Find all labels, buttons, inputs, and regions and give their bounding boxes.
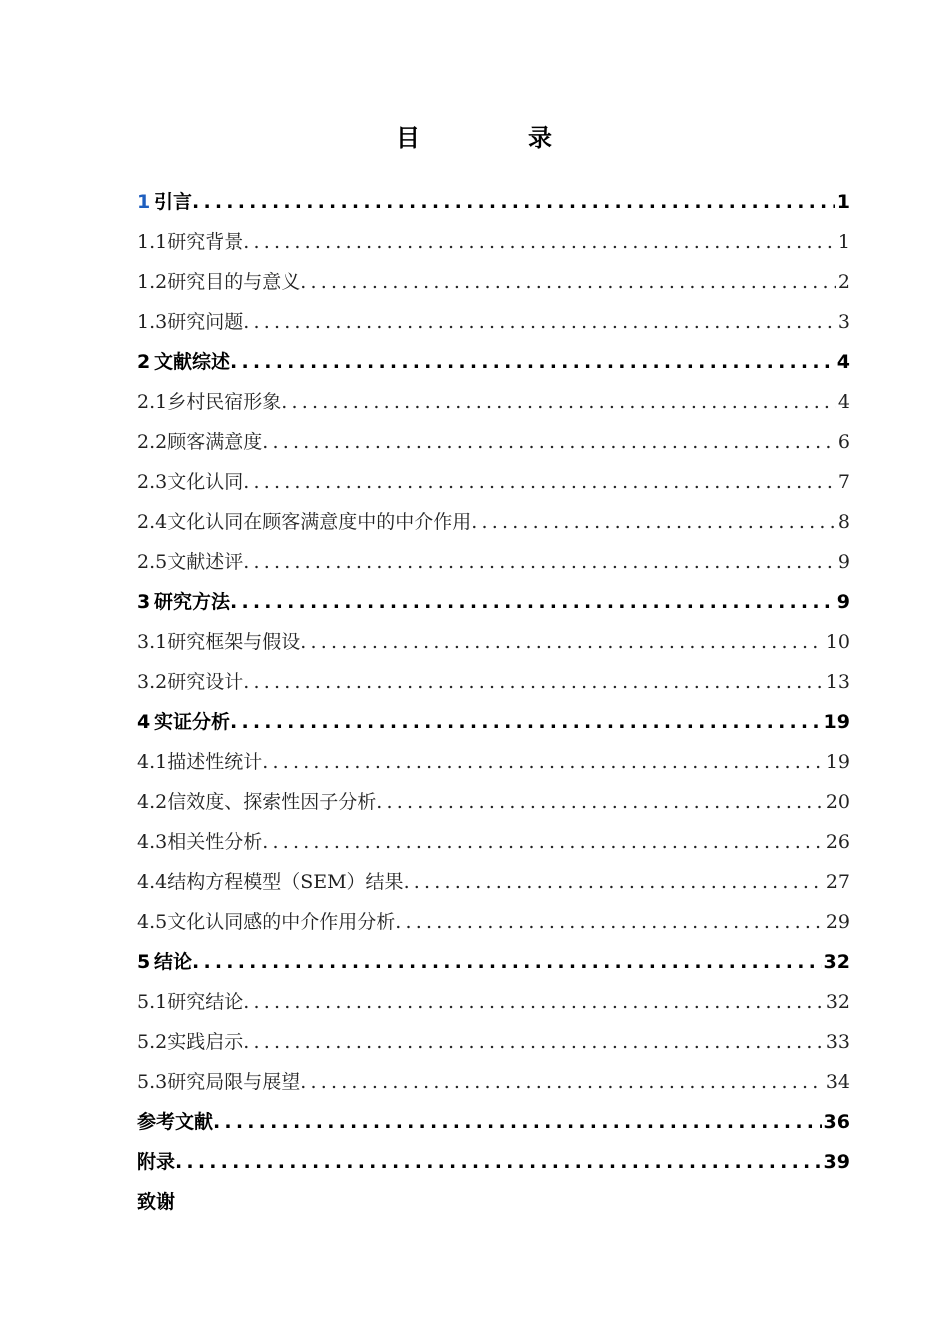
toc-page-number: 29 (825, 911, 850, 933)
toc-dot-leader (243, 462, 836, 502)
toc-page-number: 27 (825, 871, 850, 893)
toc-page-number: 20 (825, 791, 850, 813)
toc-entry-heading (137, 702, 230, 742)
toc-entry-heading (137, 182, 192, 222)
toc-section-entry[interactable] (137, 782, 850, 822)
toc-entry-title: 文化认同感的中介作用分析 (167, 911, 396, 933)
toc-page-number: 39 (823, 1151, 850, 1173)
toc-chapter-entry[interactable] (137, 942, 850, 982)
toc-entry-heading (137, 462, 243, 502)
toc-dot-leader (471, 502, 836, 542)
toc-entry-title: 乡村民宿形象 (167, 391, 282, 413)
toc-entry-number: 4.5 (137, 911, 168, 933)
toc-entry-heading (137, 742, 262, 782)
toc-entry-heading (137, 542, 243, 582)
toc-entry-number: 5 (137, 951, 151, 973)
toc-entry-heading (137, 582, 230, 622)
toc-section-entry[interactable] (137, 222, 850, 262)
toc-dot-leader (230, 702, 822, 742)
toc-dot-leader (404, 862, 824, 902)
toc-entry-title: 参考文献 (137, 1111, 214, 1133)
toc-page-number: 3 (837, 311, 850, 333)
toc-section-entry[interactable] (137, 902, 850, 942)
toc-dot-leader (376, 782, 824, 822)
toc-entry-number: 5.3 (137, 1071, 168, 1093)
toc-section-entry[interactable] (137, 822, 850, 862)
toc-entry-title: 实证分析 (154, 711, 231, 733)
toc-entry-title: 研究目的与意义 (167, 271, 301, 293)
toc-page-number: 8 (837, 511, 850, 533)
toc-entry-title: 致谢 (137, 1191, 176, 1213)
table-of-contents (137, 182, 850, 1222)
toc-section-entry[interactable] (137, 422, 850, 462)
toc-dot-leader (243, 222, 836, 262)
toc-entry-number: 3.2 (137, 671, 168, 693)
toc-page-number: 1 (837, 231, 850, 253)
toc-entry-number: 2.2 (137, 431, 168, 453)
toc-entry-heading (137, 902, 395, 942)
toc-entry-title: 结论 (154, 951, 193, 973)
toc-entry-heading (137, 782, 376, 822)
toc-dot-leader (262, 742, 824, 782)
toc-section-entry[interactable] (137, 542, 850, 582)
toc-page-number: 1 (836, 191, 850, 213)
toc-page-number: 10 (825, 631, 850, 653)
toc-page-number: 32 (825, 991, 850, 1013)
toc-section-entry[interactable] (137, 1022, 850, 1062)
toc-entry-heading (137, 862, 404, 902)
toc-dot-leader (243, 302, 836, 342)
toc-page-number: 32 (823, 951, 850, 973)
toc-entry-number: 2 (137, 351, 151, 373)
toc-dot-leader (192, 942, 822, 982)
toc-section-entry[interactable] (137, 302, 850, 342)
toc-entry-title: 相关性分析 (167, 831, 263, 853)
toc-page-number: 13 (825, 671, 850, 693)
toc-entry-number: 4 (137, 711, 151, 733)
toc-entry-title: 研究方法 (154, 591, 231, 613)
toc-entry-heading (137, 1182, 175, 1222)
toc-dot-leader (243, 982, 824, 1022)
toc-entry-heading (137, 302, 243, 342)
toc-dot-leader (300, 622, 824, 662)
toc-page-number: 9 (837, 551, 850, 573)
toc-dot-leader (281, 382, 836, 422)
toc-dot-leader (230, 582, 835, 622)
toc-entry-number: 2.3 (137, 471, 168, 493)
toc-entry-heading (137, 982, 243, 1022)
toc-dot-leader (213, 1102, 822, 1142)
toc-entry-number: 2.4 (137, 511, 168, 533)
toc-dot-leader (300, 1062, 824, 1102)
toc-section-entry[interactable] (137, 262, 850, 302)
toc-section-entry[interactable] (137, 982, 850, 1022)
toc-page-number: 36 (823, 1111, 850, 1133)
toc-chapter-entry[interactable] (137, 182, 850, 222)
toc-chapter-entry[interactable] (137, 1182, 850, 1222)
toc-entry-heading (137, 822, 262, 862)
toc-entry-title: 文化认同在顾客满意度中的中介作用 (167, 511, 472, 533)
toc-entry-number: 4.4 (137, 871, 168, 893)
toc-entry-title: 结构方程模型（SEM）结果 (167, 871, 404, 893)
toc-page-number: 33 (825, 1031, 850, 1053)
toc-entry-heading (137, 502, 471, 542)
toc-chapter-entry[interactable] (137, 1102, 850, 1142)
toc-entry-number: 1.1 (137, 231, 168, 253)
toc-entry-heading (137, 1102, 213, 1142)
toc-dot-leader (243, 662, 824, 702)
toc-entry-number: 3 (137, 591, 151, 613)
toc-entry-title: 顾客满意度 (167, 431, 263, 453)
toc-entry-number: 3.1 (137, 631, 168, 653)
toc-entry-title: 引言 (154, 191, 193, 213)
toc-entry-heading (137, 382, 281, 422)
toc-entry-number: 5.1 (137, 991, 168, 1013)
toc-page-number: 26 (825, 831, 850, 853)
toc-entry-title: 研究设计 (167, 671, 244, 693)
toc-page-number: 4 (837, 391, 850, 413)
toc-entry-title: 文献综述 (154, 351, 231, 373)
toc-entry-heading (137, 942, 192, 982)
toc-entry-heading (137, 1142, 175, 1182)
toc-entry-number: 4.1 (137, 751, 168, 773)
toc-dot-leader (230, 342, 835, 382)
toc-entry-number: 1.3 (137, 311, 168, 333)
toc-page-number: 6 (837, 431, 850, 453)
toc-chapter-entry[interactable] (137, 342, 850, 382)
toc-chapter-entry[interactable] (137, 582, 850, 622)
toc-entry-heading (137, 662, 243, 702)
toc-page-number: 2 (837, 271, 850, 293)
toc-section-entry[interactable] (137, 622, 850, 662)
toc-entry-heading (137, 342, 230, 382)
toc-entry-title: 研究问题 (167, 311, 244, 333)
toc-entry-title: 研究背景 (167, 231, 244, 253)
toc-entry-title: 研究框架与假设 (167, 631, 301, 653)
toc-dot-leader (395, 902, 824, 942)
toc-entry-number: 2.5 (137, 551, 168, 573)
toc-entry-heading (137, 422, 262, 462)
toc-dot-leader (175, 1142, 822, 1182)
toc-entry-heading (137, 1022, 243, 1062)
toc-dot-leader (300, 262, 836, 302)
toc-section-entry[interactable] (137, 462, 850, 502)
toc-entry-title: 研究结论 (167, 991, 244, 1013)
toc-entry-heading (137, 262, 300, 302)
toc-chapter-entry[interactable] (137, 702, 850, 742)
toc-entry-title: 信效度、探索性因子分析 (167, 791, 377, 813)
toc-entry-title: 研究局限与展望 (167, 1071, 301, 1093)
toc-section-entry[interactable] (137, 382, 850, 422)
toc-entry-title: 文化认同 (167, 471, 244, 493)
toc-entry-title: 文献述评 (167, 551, 244, 573)
toc-chapter-entry[interactable] (137, 1142, 850, 1182)
toc-entry-number: 4.2 (137, 791, 168, 813)
toc-entry-number: 2.1 (137, 391, 168, 413)
toc-section-entry[interactable] (137, 662, 850, 702)
toc-section-entry[interactable] (137, 742, 850, 782)
toc-page-number: 19 (823, 711, 850, 733)
toc-entry-heading (137, 1062, 300, 1102)
toc-section-entry[interactable] (137, 502, 850, 542)
toc-section-entry[interactable] (137, 862, 850, 902)
toc-title: 目 录 (396, 124, 594, 152)
toc-dot-leader (262, 822, 824, 862)
toc-section-entry[interactable] (137, 1062, 850, 1102)
toc-dot-leader (243, 542, 836, 582)
toc-page-number: 7 (837, 471, 850, 493)
toc-page-number: 9 (836, 591, 850, 613)
toc-page-number: 19 (825, 751, 850, 773)
toc-entry-number: 1 (137, 191, 151, 213)
toc-entry-title: 附录 (137, 1151, 176, 1173)
toc-entry-heading (137, 222, 243, 262)
toc-page-number: 34 (825, 1071, 850, 1093)
toc-entry-title: 描述性统计 (167, 751, 263, 773)
toc-entry-number: 1.2 (137, 271, 168, 293)
toc-dot-leader (192, 182, 835, 222)
toc-entry-title: 实践启示 (167, 1031, 244, 1053)
toc-entry-heading (137, 622, 300, 662)
toc-page-number: 4 (836, 351, 850, 373)
toc-entry-number: 4.3 (137, 831, 168, 853)
toc-dot-leader (262, 422, 836, 462)
toc-entry-number: 5.2 (137, 1031, 168, 1053)
toc-dot-leader (243, 1022, 824, 1062)
